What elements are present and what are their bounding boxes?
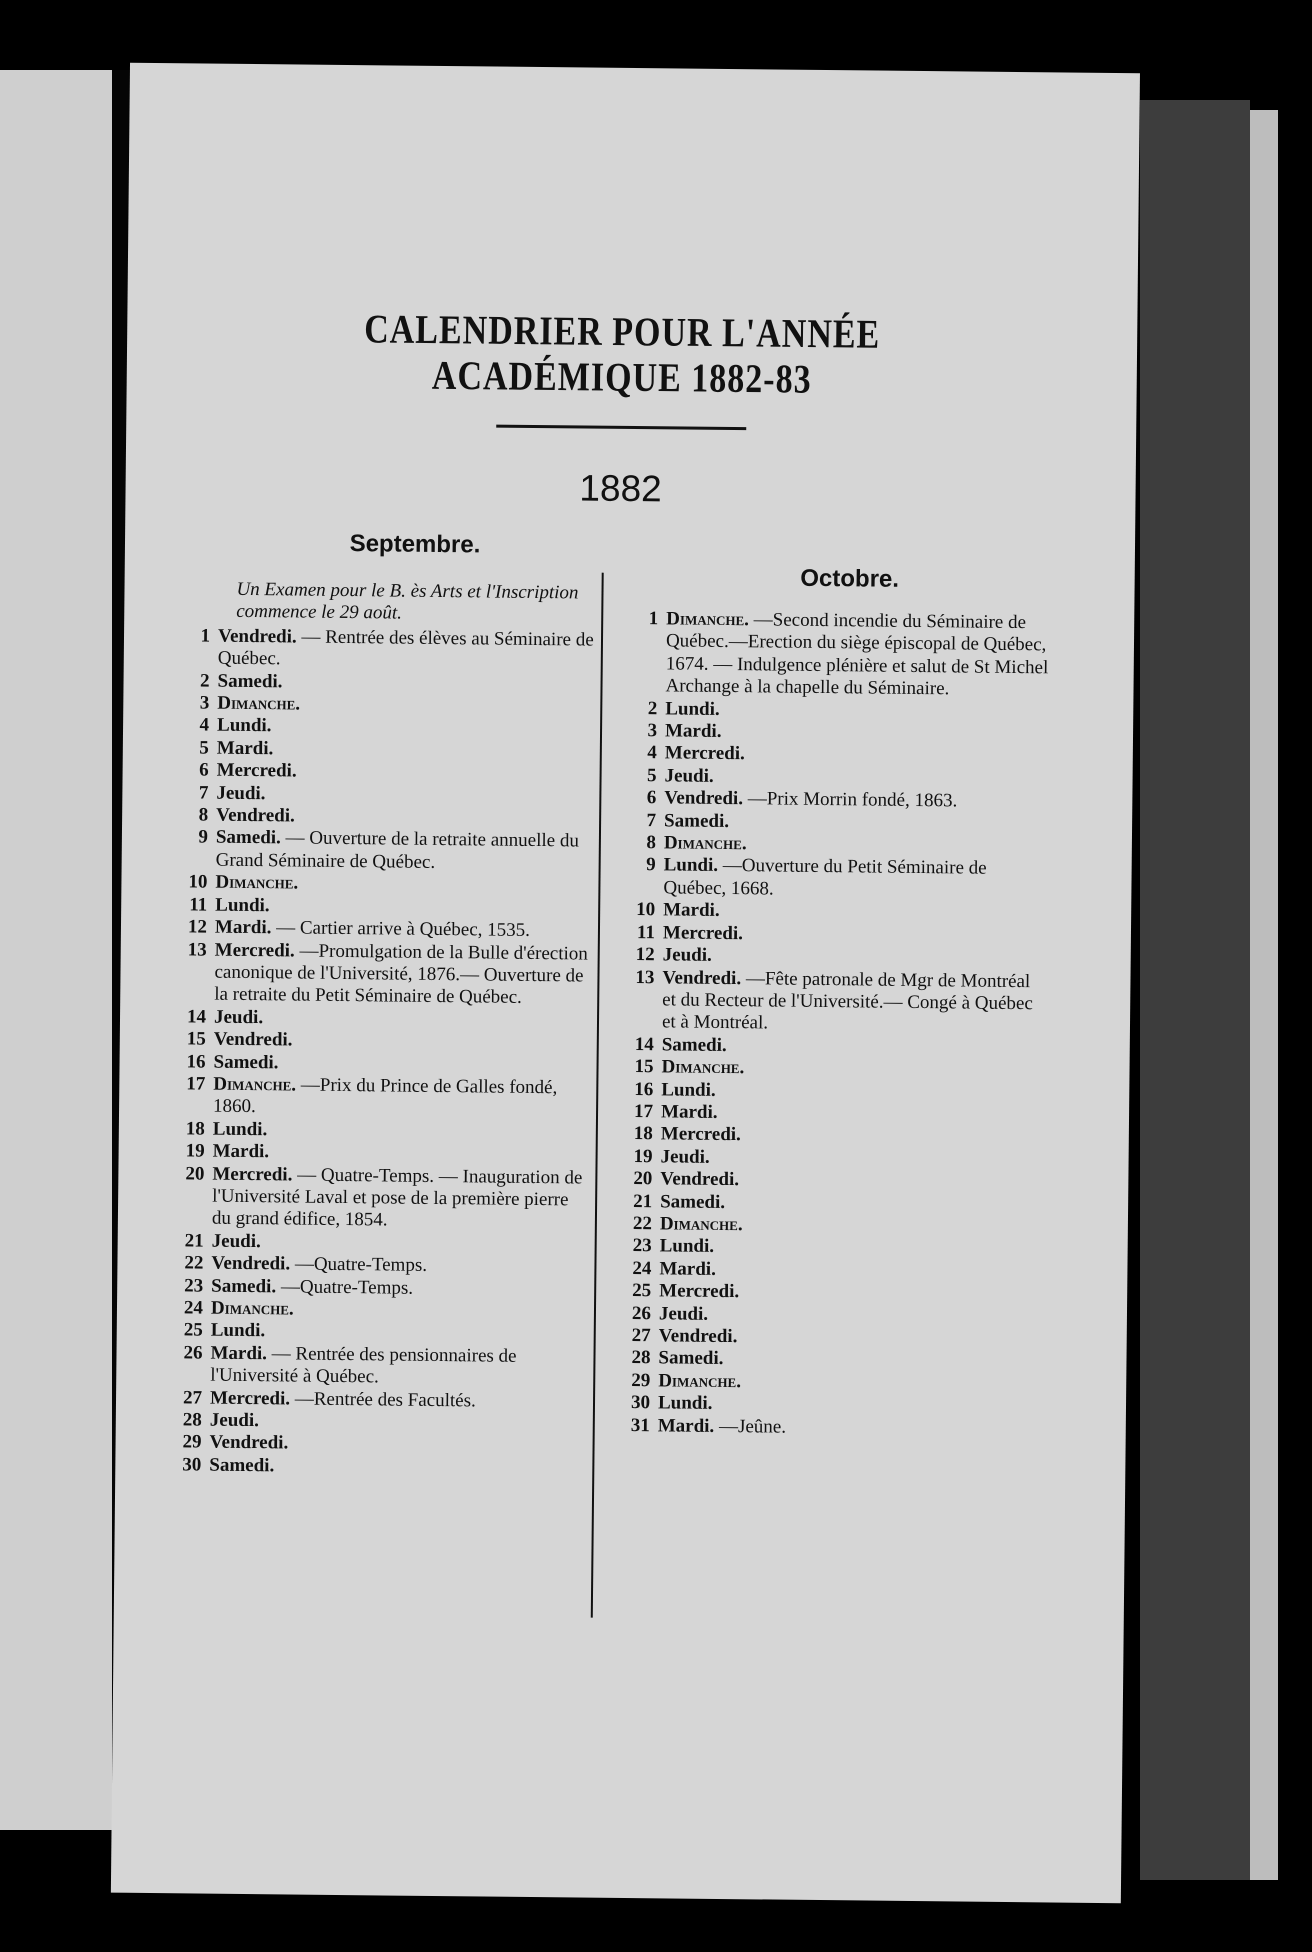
day-name: Dimanche. [659,1213,743,1236]
day-number: 15 [634,1056,654,1078]
calendar-entry [155,1454,585,1481]
entry-note: —Quatre-Temps. [294,1253,428,1277]
day-number: 13 [635,966,655,988]
day-number: 12 [635,944,655,966]
day-name: Mercredi. [212,1163,293,1186]
calendar-entry [162,827,592,876]
day-name: Lundi. [215,894,270,916]
day-number: 26 [183,1342,203,1364]
day-number: 16 [634,1078,654,1100]
september-column [155,578,594,1481]
day-number: 4 [647,742,657,764]
day-number: 12 [187,916,208,938]
day-number: 17 [633,1100,654,1123]
day-name: Lundi. [665,697,720,720]
calendar-entry [609,854,1049,903]
day-number: 23 [632,1235,652,1257]
day-number: 30 [182,1454,202,1476]
day-number: 27 [631,1325,651,1347]
day-name: Jeudi. [216,782,266,804]
day-number: 5 [646,765,657,787]
entry-note: — Quatre-Temps. — Inauguration de l'Université Laval et pose de la première pierre du grand édifice, 1854. [211,1164,583,1231]
day-number: 28 [631,1347,651,1369]
day-number: 28 [182,1409,202,1431]
day-number: 31 [630,1414,650,1436]
day-number: 24 [632,1257,652,1280]
day-name: Mardi. [210,1342,268,1365]
day-name: Samedi. [209,1454,275,1477]
day-number: 3 [647,720,658,742]
entry-note: — Rentrée des pensionnaires de l'Université à Québec. [210,1343,517,1388]
day-name: Samedi. [211,1275,277,1297]
day-name: Vendredi. [658,1325,738,1348]
day-name: Vendredi. [664,787,744,810]
day-name: Jeudi. [211,1230,261,1252]
day-number: 17 [186,1073,206,1095]
entry-note: — Cartier arrive à Québec, 1535. [276,917,531,942]
day-number: 11 [189,894,208,916]
calendar-entry [608,966,1049,1038]
day-number: 1 [200,625,211,647]
day-name: Mercredi. [659,1280,740,1303]
day-number: 8 [198,804,209,826]
year-heading: 1882 [579,467,662,510]
day-number: 2 [647,697,658,719]
september-heading: Septembre. [349,530,481,559]
day-name: Mercredi. [216,759,297,782]
day-number: 25 [183,1319,203,1341]
day-number: 2 [199,670,210,692]
book-edge-dark [1140,100,1250,1880]
entry-note: —Promulgation de la Bulle d'érection canonique de l'Université, 1876.— Ouverture de la retraite du Petit Séminaire de Québec. [214,940,588,1009]
day-name: Dimanche. [666,608,750,631]
day-name: Samedi. [215,827,281,849]
day-name: Vendredi. [662,966,742,989]
entry-note: —Second incendie du Séminaire de Québec.—Erection du siège épiscopal de Québec, 1674. — Indulgence plénière et salut de St Michel Archange à la chapelle du Séminaire. [665,609,1049,700]
day-number: 18 [633,1123,653,1145]
day-name: Vendredi. [217,625,297,648]
day-number: 4 [199,714,210,737]
calendar-entry [159,1073,589,1122]
day-number: 6 [199,759,209,781]
entry-note: —Fête patronale de Mgr de Montréal et du Recteur de l'Université.— Congé à Québec et à Montréal. [661,967,1033,1034]
day-number: 25 [632,1280,652,1302]
calendar-entry [158,1163,589,1235]
day-name: Dimanche. [217,692,301,715]
day-name: Dimanche. [658,1370,742,1392]
day-name: Mardi. [663,899,720,922]
entry-note: —Prix du Prince de Galles fondé, 1860. [212,1074,558,1118]
september-intro: Un Examen pour le B. ès Arts et l'Inscription commence le 29 août. [236,578,579,624]
day-name: Dimanche. [213,1073,297,1096]
day-number: 27 [182,1386,203,1409]
day-name: Samedi. [660,1190,726,1213]
day-number: 24 [183,1297,204,1319]
day-name: Dimanche. [661,1056,745,1079]
day-name: Mardi. [659,1258,717,1280]
calendar-entry [611,608,1052,702]
day-name: Samedi. [664,810,730,832]
title-rule [496,425,746,431]
day-number: 21 [184,1230,204,1252]
day-name: Jeudi. [662,944,712,966]
day-name: Vendredi. [213,1028,293,1051]
day-number: 22 [184,1252,204,1274]
day-number: 19 [185,1140,205,1162]
day-number: 30 [630,1392,651,1414]
calendar-entry [160,939,591,1011]
calendar-entry [604,1414,1044,1441]
day-name: Mercredi. [664,742,745,765]
day-number: 29 [631,1369,651,1392]
day-name: Dimanche. [663,832,747,855]
september-entries [155,625,594,1481]
day-name: Samedi. [217,670,283,692]
day-name: Vendredi. [660,1168,740,1191]
entry-note: — Ouverture de la retraite annuelle du Grand Séminaire de Québec. [215,827,580,873]
day-number: 14 [186,1006,207,1028]
day-name: Vendredi. [209,1432,289,1454]
day-number: 14 [634,1033,654,1055]
day-name: Samedi. [213,1051,279,1073]
day-name: Mardi. [214,916,272,939]
day-name: Mardi. [664,720,722,742]
page-title: CALENDRIER POUR L'ANNÉE ACADÉMIQUE 1882-83 [363,307,881,403]
day-name: Mercredi. [662,922,744,944]
day-name: Mardi. [212,1140,270,1163]
entry-note: —Rentrée des Facultés. [294,1388,476,1412]
day-number: 8 [646,832,656,854]
day-name: Mercredi. [209,1387,291,1410]
entry-note: —Ouverture du Petit Séminaire de Québec, 1668. [663,855,987,900]
day-number: 1 [648,608,659,630]
day-name: Lundi. [661,1078,716,1101]
day-name: Jeudi. [209,1409,260,1432]
day-name: Jeudi. [213,1006,264,1028]
day-name: Mercredi. [214,939,295,961]
day-name: Mardi. [657,1414,715,1437]
day-name: Lundi. [659,1235,715,1258]
day-name: Mardi. [660,1101,718,1123]
day-name: Vendredi. [211,1252,291,1275]
day-number: 15 [186,1028,206,1050]
day-name: Mardi. [216,737,274,760]
october-column [604,608,1053,1442]
october-heading: Octobre. [800,564,900,593]
day-number: 20 [633,1168,653,1190]
day-number: 3 [199,692,210,714]
day-number: 5 [199,737,209,759]
day-number: 10 [636,899,656,921]
day-number: 26 [631,1302,652,1324]
facing-page-edge [0,70,112,1830]
day-number: 19 [633,1145,653,1167]
day-number: 23 [184,1274,204,1297]
day-name: Dimanche. [210,1297,294,1320]
day-number: 6 [646,787,657,809]
calendar-entry [156,1342,586,1391]
entry-note: —Jeûne. [718,1415,787,1438]
day-name: Lundi. [212,1118,268,1140]
day-name: Jeudi. [660,1146,710,1168]
day-number: 9 [198,826,209,849]
day-number: 13 [187,938,207,961]
book-edge-light [1250,110,1278,1880]
entry-note: —Quatre-Temps. [280,1275,414,1299]
day-number: 20 [185,1162,205,1185]
day-number: 9 [646,854,656,876]
day-number: 29 [182,1431,202,1453]
day-name: Mercredi. [660,1123,741,1146]
day-number: 18 [185,1118,205,1140]
day-number: 21 [633,1190,653,1212]
calendar-entry [164,625,594,674]
day-name: Lundi. [216,715,272,737]
day-name: Lundi. [210,1320,266,1342]
day-name: Dimanche. [215,871,299,894]
day-name: Lundi. [663,854,719,877]
day-number: 7 [198,782,209,804]
entry-note: — Rentrée des élèves au Séminaire de Québec. [217,626,594,670]
day-number: 7 [646,809,657,831]
day-number: 11 [636,921,656,943]
day-number: 10 [188,871,208,893]
entry-note: —Prix Morrin fondé, 1863. [747,788,958,812]
day-number: 16 [186,1050,206,1073]
day-name: Lundi. [657,1392,713,1415]
day-name: Jeudi. [658,1302,709,1325]
day-name: Samedi. [658,1347,724,1370]
october-entries [604,608,1053,1442]
day-number: 22 [632,1213,653,1235]
day-name: Jeudi. [664,765,714,787]
calendar-page [111,63,1140,1903]
day-name: Vendredi. [216,804,295,827]
day-name: Samedi. [661,1034,727,1056]
